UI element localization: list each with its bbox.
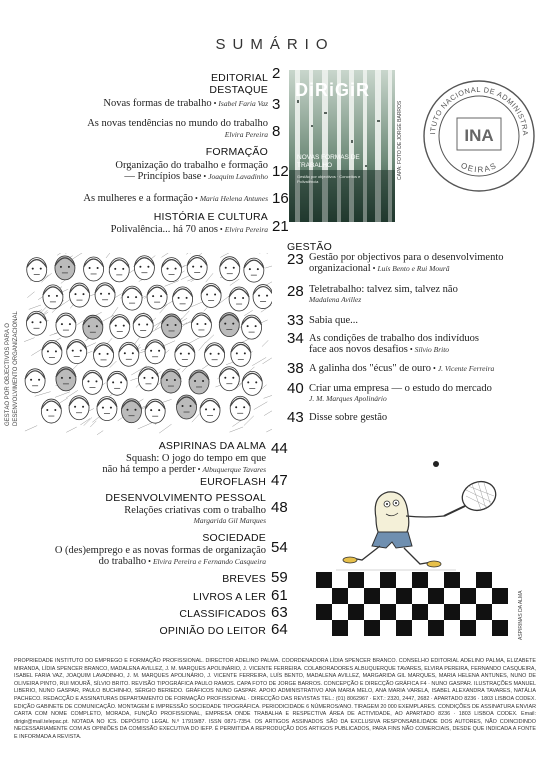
section-label: CLASSIFICADOS — [179, 608, 266, 620]
magazine-cover — [289, 70, 395, 222]
page-number: 2 — [272, 65, 281, 82]
page-number: 38 — [287, 360, 304, 377]
section-label: GESTÃO — [287, 241, 332, 253]
section-label: EUROFLASH — [200, 476, 266, 488]
toc-criar-empresa[interactable] — [287, 381, 537, 403]
article-author: Elvira Pereira — [224, 225, 268, 234]
section-label: FORMAÇÃO — [205, 146, 268, 158]
article-author: Madalena Avillez — [309, 295, 362, 304]
section-label: DESTAQUE — [209, 84, 268, 96]
toc-tendencias[interactable] — [20, 118, 268, 139]
toc-historia[interactable]: HISTÓRIA E CULTURA Polivalência... há 70 anos • Elvira Pereira — [20, 211, 268, 235]
toc-classificados[interactable] — [40, 608, 266, 620]
page-number: 48 — [271, 499, 288, 516]
section-label: HISTÓRIA E CULTURA — [153, 211, 268, 223]
institute-stamp — [421, 78, 537, 194]
toc-condicoes[interactable]: 34 As condições de trabalho dos indivíduos face aos novos desafios • Sílvio Brito — [287, 331, 537, 355]
article-title: O (des)emprego e as novas formas de organização — [54, 545, 266, 556]
toc-teletrabalho[interactable] — [287, 284, 537, 304]
page-number: 23 — [287, 251, 304, 268]
article-author: J. Vicente Ferreira — [437, 364, 495, 373]
squash-cartoon — [316, 456, 516, 576]
section-label: OPINIÃO DO LEITOR — [159, 625, 266, 637]
article-title-cont: não há tempo a perder — [102, 464, 196, 475]
toc-galinha[interactable]: 38 A galinha dos "écus" de ouro • J. Vicente Ferreira — [287, 360, 495, 377]
page-number: 28 — [287, 283, 304, 300]
section-label: ASPIRINAS DA ALMA — [158, 440, 266, 452]
section-label: LIVROS A LER — [192, 591, 266, 603]
toc-sociedade[interactable]: SOCIEDADE O (des)emprego e as novas formas de organização do trabalho • Elvira Pereira e Fernando Casqueira — [14, 532, 266, 567]
checker-pattern — [312, 572, 512, 636]
article-title: Polivalência... há 70 anos — [110, 224, 218, 235]
article-author: Joaquim Lavadinho — [208, 172, 268, 181]
page-number: 61 — [271, 587, 288, 604]
page-number: 40 — [287, 380, 304, 397]
article-title-cont: — Princípios base — [124, 171, 202, 182]
article-author: Isabel Faria Vaz — [218, 99, 268, 108]
toc-mulheres[interactable]: As mulheres e a formação • Maria Helena Antunes — [83, 193, 268, 204]
page-number: 63 — [271, 604, 288, 621]
page-number: 16 — [272, 190, 289, 207]
page-number: 21 — [272, 218, 289, 235]
illustration-caption: GESTÃO POR OBJECTIVOS PARA O DESENVOLVIMENTO ORGANIZACIONAL — [5, 311, 19, 426]
article-title: Novas formas de trabalho — [103, 98, 212, 109]
article-author: Elvira Pereira — [224, 130, 268, 139]
toc-gestao-objectivos[interactable]: 23 Gestão por objectivos para o desenvolvimento organizacional • Luís Bento e Rui Mourã — [287, 252, 537, 274]
toc-aspirinas[interactable]: ASPIRINAS DA ALMA Squash: O jogo do tempo em que não há tempo a perder • Albuquerque Tavares — [40, 440, 266, 475]
toc-formacao[interactable]: FORMAÇÃO Organização do trabalho e formação — Princípios base • Joaquim Lavadinho — [20, 146, 268, 182]
article-title: As novas tendências no mundo do trabalho — [87, 118, 268, 129]
section-label: EDITORIAL — [210, 72, 268, 84]
page-number: 3 — [272, 96, 281, 113]
toc-livros[interactable] — [40, 591, 266, 603]
page-number: 64 — [271, 621, 288, 638]
article-title: Criar uma empresa — o estudo do mercado — [309, 383, 492, 394]
article-author: Margarida Gil Marques — [193, 516, 266, 525]
toc-desenvolvimento[interactable] — [40, 492, 266, 525]
page-number: 34 — [287, 330, 304, 347]
article-title-cont: do trabalho — [98, 556, 147, 567]
crowd-illustration — [24, 253, 272, 435]
toc-sabia[interactable] — [287, 312, 537, 329]
article-author: Albuquerque Tavares — [202, 465, 266, 474]
toc-breves[interactable] — [40, 573, 266, 585]
stamp-center: INA — [464, 126, 494, 145]
page-number: 54 — [271, 539, 288, 556]
section-label: SOCIEDADE — [202, 532, 266, 544]
page-number: 44 — [271, 440, 288, 457]
toc-opiniao[interactable] — [40, 625, 266, 637]
page-number: 8 — [272, 123, 281, 140]
article-title-cont: face aos novos desafios — [309, 344, 408, 355]
article-title: A galinha dos "écus" de ouro — [309, 363, 432, 374]
section-label: DESENVOLVIMENTO PESSOAL — [105, 492, 266, 504]
article-author: Luís Bento e Rui Mourã — [377, 264, 450, 273]
stamp-ring-text: ITUTO NACIONAL DE ADMINISTRA — [428, 84, 531, 137]
cartoon-caption: ASPIRINAS DA ALMA — [518, 590, 524, 640]
page-number: 12 — [272, 163, 289, 180]
article-title-cont: organizacional — [309, 263, 371, 274]
article-title: Relações criativas com o trabalho — [124, 505, 266, 516]
page-number: 47 — [271, 472, 288, 489]
article-title: Teletrabalho: talvez sim, talvez não — [309, 284, 458, 295]
svg-text:OEIRAS — [459, 161, 498, 175]
section-label: BREVES — [222, 573, 266, 585]
page-number: 43 — [287, 409, 304, 426]
credits-block: PROPRIEDADE INSTITUTO DO EMPREGO E FORMAÇÃO PROFISSIONAL. DIRECTOR ADELINO PALMA. COORDENADORA LÍDIA SPENCER BRANCO. CONSELHO EDITORIAL ADELINO PALMA, ELIZABETE MIRANDA, LÍDIA SPENCER BRANCO, MADALENA AVILLEZ, J. M. MARQUES APOLINÁRIO, J. VICENTE FERREIRA. COLABORADORES ALBUQUERQUE TAVARES, ELVIRA PEREIRA, FERNANDO CASQUEIRA, ISABEL FARIA VAZ, JOAQUIM LAVADINHO, J. M. MARQUES APOLINÁRIO, J. VICENTE FERREIRA, LUÍS BENTO, MADALENA AVILLEZ, MARGARIDA GIL MARQUES, MARIA HELENA ANTUNES, NUNO DE OLIVEIRA PINTO, RUI MOURÃ, SÍLVIO BRITO. REVISÃO TIPOGRÁFICA PAULO RAMOS. CAPA FOTO DE JORGE BARROS. CONCEPÇÃO E DIRECÇÃO GRÁFICA F4 · NUNO GASPAR. ILUSTRAÇÕES MANUEL LIBERIO, NUNO GASPAR, PAULO BUCHINHO, SÉRGIO BERIEDO. GRÁFICOS NUNO GASPAR. APOIO ADMINISTRATIVO ANA MARIA MELO, ANA MARIA VARELA, ISABEL ALEXANDRA TAVARES, NATÁLIA PACHECO. REDACÇÃO E ASSINATURAS DEPARTAMENTO DE FORMAÇÃO PROFISSIONAL · DIRECÇÃO DAS REVISTAS TEL.: (01) 8062967 · EXT.: 2320, 2447, 2682 · APARTADO 8236 · 1803 LISBOA CODEX. EDIÇÃO GABINETE DE COMUNICAÇÃO. MONTAGEM E IMPRESSÃO SOCIEDADE TIPOGRÁFICA. PERIODICIDADE 6 NÚMEROS/ANO. TIRAGEM 20 000 EXEMPLARES. CONDIÇÕES DE ASSINATURA ENVIAR CARTA COM NOME COMPLETO, MORADA, FUNÇÃO PROFISSIONAL, EMPRESA ONDE TRABALHA E RESPECTIVA ÁREA DE ACTIVIDADE, AO APARTADO 8236 · 1803 LISBOA CODEX. Email: dirigir@mail.telepac.pt. NOTADA NO ICS. DEPÓSITO LEGAL N.º 17919/87. ISSN 0871-7354. OS ARTIGOS ASSINADOS SÃO DA EXCLUSIVA RESPONSABILIDADE DOS AUTORES, NÃO COINCIDINDO NECESSARIAMENTE COM AS OPINIÕES DA COMISSÃO EXECUTIVA DO IEFP. É PERMITIDA A REPRODUÇÃO DOS ARTIGOS PUBLICADOS, PARA FINS NÃO COMERCIAIS, DESDE QUE INDICADA A FONTE E INFORMADA A REVISTA. — [14, 658, 536, 740]
article-author: Sílvio Brito — [414, 345, 450, 354]
article-title: As condições de trabalho dos indivíduos — [309, 333, 480, 344]
article-title: Organização do trabalho e formação — [115, 160, 268, 171]
article-author: J. M. Marques Apolinário — [309, 394, 387, 403]
article-author: Maria Helena Antunes — [199, 194, 268, 203]
cover-photo-credit: CAPA: FOTO DE JORGE BARROS — [397, 100, 403, 180]
article-title: Sabia que... — [309, 315, 358, 326]
stamp-bottom-text: OEIRAS — [459, 160, 499, 175]
article-title: Gestão por objectivos para o desenvolvimento — [309, 252, 504, 263]
cover-headline: NOVAS FORMAS DE TRABALHO — [297, 154, 360, 169]
toc-disse[interactable] — [287, 409, 537, 426]
toc-euroflash[interactable] — [40, 476, 266, 488]
toc-destaque[interactable]: DESTAQUE Novas formas de trabalho • Isabel Faria Vaz — [20, 84, 268, 109]
page-title: SUMÁRIO — [215, 36, 335, 53]
article-author: Elvira Pereira e Fernando Casqueira — [152, 557, 266, 566]
page-number: 33 — [287, 312, 304, 329]
cover-subline: Gestão por objectivos · Conceitos e Polivalência — [297, 174, 361, 184]
cover-masthead: DiRiGiR — [295, 80, 371, 100]
article-title: Squash: O jogo do tempo em que — [126, 453, 266, 464]
article-title: As mulheres e a formação — [83, 193, 193, 204]
article-title: Disse sobre gestão — [309, 412, 388, 423]
page-number: 59 — [271, 569, 288, 586]
